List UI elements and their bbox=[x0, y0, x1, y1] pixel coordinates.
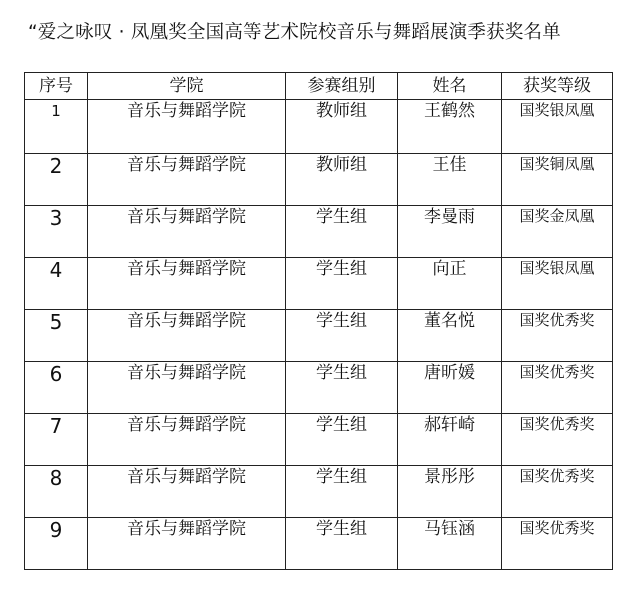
cell-school: 音乐与舞蹈学院 bbox=[88, 100, 286, 154]
cell-award: 国奖优秀奖 bbox=[502, 414, 613, 466]
table-row bbox=[25, 206, 613, 258]
cell-school: 音乐与舞蹈学院 bbox=[88, 518, 286, 570]
cell-no: 3 bbox=[25, 206, 88, 258]
cell-no: 7 bbox=[25, 414, 88, 466]
cell-group: 学生组 bbox=[286, 310, 398, 362]
cell-group: 学生组 bbox=[286, 206, 398, 258]
cell-school: 音乐与舞蹈学院 bbox=[88, 414, 286, 466]
cell-name: 向正 bbox=[398, 258, 502, 310]
cell-school: 音乐与舞蹈学院 bbox=[88, 466, 286, 518]
cell-no: 9 bbox=[25, 518, 88, 570]
cell-name: 景彤彤 bbox=[398, 466, 502, 518]
cell-no: 4 bbox=[25, 258, 88, 310]
table-header-row bbox=[25, 73, 613, 100]
cell-group: 学生组 bbox=[286, 466, 398, 518]
table-row bbox=[25, 154, 613, 206]
cell-name: 王鹤然 bbox=[398, 100, 502, 154]
header-no: 序号 bbox=[25, 73, 88, 100]
cell-award: 国奖优秀奖 bbox=[502, 362, 613, 414]
cell-award: 国奖优秀奖 bbox=[502, 310, 613, 362]
cell-name: 马钰涵 bbox=[398, 518, 502, 570]
cell-group: 教师组 bbox=[286, 154, 398, 206]
cell-school: 音乐与舞蹈学院 bbox=[88, 258, 286, 310]
cell-name: 李曼雨 bbox=[398, 206, 502, 258]
table-row bbox=[25, 258, 613, 310]
cell-award: 国奖银凤凰 bbox=[502, 100, 613, 154]
cell-school: 音乐与舞蹈学院 bbox=[88, 310, 286, 362]
cell-no: 8 bbox=[25, 466, 88, 518]
cell-award: 国奖金凤凰 bbox=[502, 206, 613, 258]
cell-award: 国奖银凤凰 bbox=[502, 258, 613, 310]
cell-name: 董名悦 bbox=[398, 310, 502, 362]
cell-group: 教师组 bbox=[286, 100, 398, 154]
award-list-table bbox=[24, 72, 613, 570]
table-row bbox=[25, 414, 613, 466]
cell-group: 学生组 bbox=[286, 258, 398, 310]
header-group: 参赛组别 bbox=[286, 73, 398, 100]
cell-award: 国奖铜凤凰 bbox=[502, 154, 613, 206]
cell-group: 学生组 bbox=[286, 518, 398, 570]
table-row bbox=[25, 100, 613, 154]
cell-school: 音乐与舞蹈学院 bbox=[88, 154, 286, 206]
cell-school: 音乐与舞蹈学院 bbox=[88, 206, 286, 258]
cell-name: 唐昕媛 bbox=[398, 362, 502, 414]
cell-group: 学生组 bbox=[286, 362, 398, 414]
header-school: 学院 bbox=[88, 73, 286, 100]
table-row bbox=[25, 362, 613, 414]
table-row bbox=[25, 466, 613, 518]
cell-school: 音乐与舞蹈学院 bbox=[88, 362, 286, 414]
cell-no: 5 bbox=[25, 310, 88, 362]
cell-no: 6 bbox=[25, 362, 88, 414]
table-row bbox=[25, 518, 613, 570]
cell-name: 郝轩崎 bbox=[398, 414, 502, 466]
cell-name: 王佳 bbox=[398, 154, 502, 206]
cell-no: 2 bbox=[25, 154, 88, 206]
header-name: 姓名 bbox=[398, 73, 502, 100]
header-award: 获奖等级 bbox=[502, 73, 613, 100]
document-title: “爱之咏叹 · 凤凰奖全国高等艺术院校音乐与舞蹈展演季获奖名单 bbox=[28, 22, 561, 43]
cell-award: 国奖优秀奖 bbox=[502, 466, 613, 518]
table-row bbox=[25, 310, 613, 362]
cell-award: 国奖优秀奖 bbox=[502, 518, 613, 570]
cell-no: 1 bbox=[25, 100, 88, 154]
cell-group: 学生组 bbox=[286, 414, 398, 466]
